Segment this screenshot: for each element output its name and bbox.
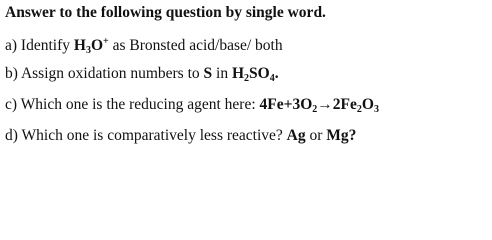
question-d-label: d) — [5, 127, 18, 144]
equation-product-o: O — [361, 96, 374, 113]
question-c-label: c) — [5, 96, 18, 113]
question-a — [5, 37, 283, 55]
question-d-connector: or — [309, 127, 323, 144]
question-b-text-mid: in — [216, 65, 229, 82]
question-c — [5, 96, 379, 114]
question-a-text-after: as Bronsted acid/base/ both — [112, 37, 283, 54]
question-d — [5, 127, 356, 145]
hydronium-formula — [74, 37, 109, 54]
question-c-text-before: Which one is the reducing agent here: — [20, 96, 256, 113]
hydronium-h: H — [73, 37, 86, 54]
question-a-text-before: Identify — [20, 37, 70, 54]
question-a-label: a) — [5, 37, 18, 54]
acid-so: SO — [249, 65, 270, 82]
product-sub1: 2 — [356, 104, 362, 115]
equation-product-fe: 2Fe — [332, 96, 357, 113]
reaction-arrow-icon: → — [317, 96, 333, 113]
option-ag: Ag — [286, 127, 306, 144]
sulfur-element: S — [203, 65, 213, 82]
equation-reactants: 4Fe+3O — [259, 96, 313, 113]
question-d-mark: ? — [348, 127, 357, 144]
hydronium-sub: 3 — [85, 45, 91, 56]
hydronium-charge: + — [103, 36, 109, 47]
sulfuric-acid-formula — [232, 65, 275, 82]
acid-sub2: 4 — [269, 73, 275, 84]
option-mg: Mg — [326, 127, 349, 144]
heading: Answer to the following question by single word. — [5, 4, 326, 21]
reaction-equation — [260, 96, 379, 113]
acid-h: H — [231, 65, 245, 82]
question-d-text-before: Which one is comparatively less reactive? — [21, 127, 283, 144]
question-b-period: . — [274, 65, 279, 82]
oxygen-sub: 2 — [312, 104, 318, 115]
acid-sub1: 2 — [244, 73, 250, 84]
hydronium-o: O — [90, 37, 103, 54]
question-b — [5, 65, 279, 83]
question-b-label: b) — [5, 65, 18, 82]
question-b-text-before: Assign oxidation numbers to — [20, 65, 200, 82]
product-sub2: 3 — [373, 104, 379, 115]
